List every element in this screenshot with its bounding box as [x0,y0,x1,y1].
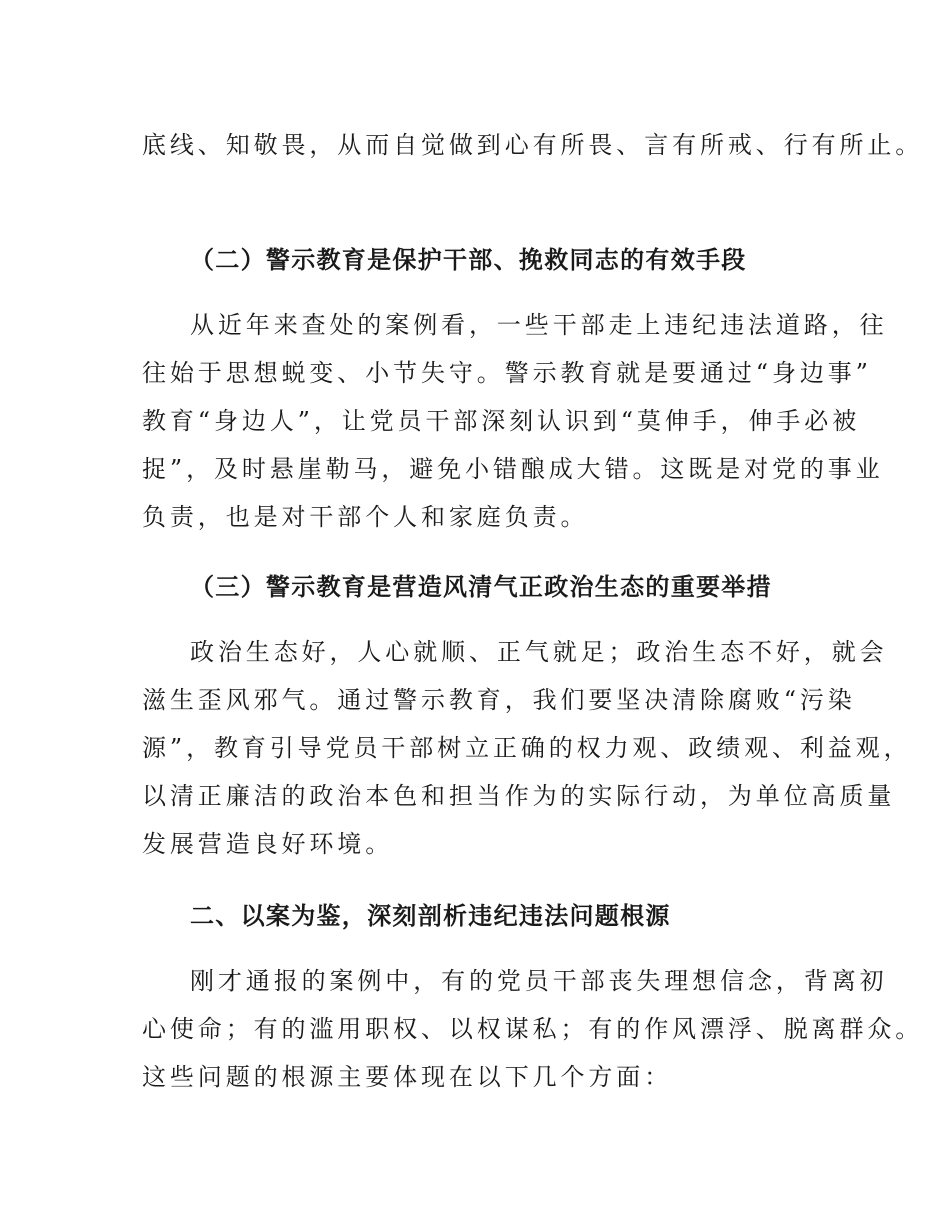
body-text-line: 心使命；有的滥用职权、以权谋私；有的作风漂浮、脱离群众。 [142,1015,924,1043]
section-heading-2: （二）警示教育是保护干部、挽救同志的有效手段 [190,246,747,274]
body-text-line: 捉”，及时悬崖勒马，避免小错酿成大错。这既是对党的事业 [142,455,884,483]
body-text-line: 发展营造良好环境。 [142,830,394,858]
body-text-line: 源”，教育引导党员干部树立正确的权力观、政绩观、利益观， [142,734,912,762]
body-text-line: 负责，也是对干部个人和家庭负责。 [142,503,589,531]
body-text-line: 滋生歪风邪气。通过警示教育，我们要坚决清除腐败“污染 [142,686,856,714]
body-text-line: 这些问题的根源主要体现在以下几个方面： [142,1063,673,1091]
body-text-line: 以清正廉洁的政治本色和担当作为的实际行动，为单位高质量 [142,782,896,810]
body-text-line: 底线、知敬畏，从而自觉做到心有所畏、言有所戒、行有所止。 [142,131,924,159]
paragraph-first-line: 政治生态好，人心就顺、正气就足；政治生态不好，就会 [190,638,888,666]
section-heading-3: （三）警示教育是营造风清气正政治生态的重要举措 [190,573,772,601]
body-text-line: 往始于思想蜕变、小节失守。警示教育就是要通过“身边事” [142,359,872,387]
paragraph-first-line: 从近年来查处的案例看，一些干部走上违纪违法道路，往 [190,311,888,339]
paragraph-first-line: 刚才通报的案例中，有的党员干部丧失理想信念，背离初 [190,967,888,995]
chapter-heading-2: 二、以案为鉴，深刻剖析违纪违法问题根源 [190,902,671,930]
body-text-line: 教育“身边人”，让党员干部深刻认识到“莫伸手，伸手必被 [142,407,861,435]
